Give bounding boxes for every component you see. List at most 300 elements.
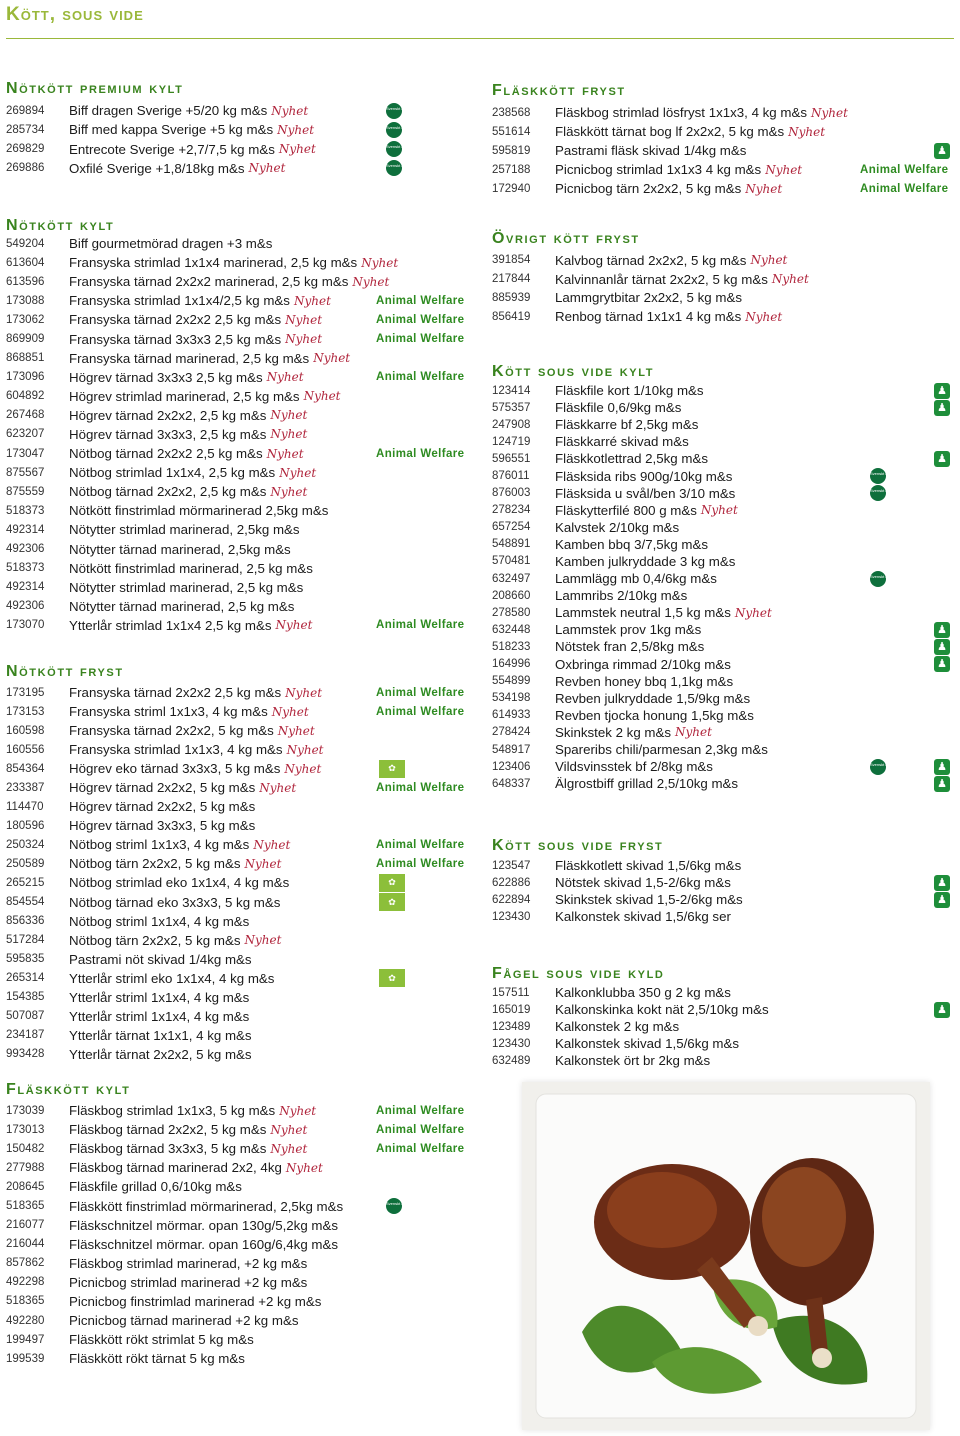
product-row — [492, 1035, 769, 1052]
product-description: Picnicbog strimlad 1x1x3 4 kg m&s — [555, 162, 762, 177]
product-description: Fläskkött finstrimlad mörmarinerad, 2,5kg m&s — [69, 1198, 344, 1214]
product-code: 173047 — [6, 447, 45, 460]
product-row — [6, 1330, 343, 1349]
svenskt-kott-badge-icon: Svenskt kött — [386, 1198, 402, 1214]
eu-organic-leaf-icon: ✿ — [379, 874, 405, 892]
nyhet-label: Nyhet — [279, 1103, 317, 1118]
product-code: 160556 — [6, 743, 45, 756]
product-row — [492, 450, 947, 467]
product-description: Lammribs 2/10kg m&s — [555, 588, 688, 604]
nyhet-label: Nyhet — [277, 122, 315, 137]
product-code: 391854 — [492, 254, 531, 267]
product-code: 492306 — [6, 600, 45, 613]
product-description: Lammstek neutral 1,5 kg m&s — [555, 605, 731, 621]
product-description: Ytterlår tärnat 2x2x2, 5 kg m&s — [69, 1046, 252, 1062]
product-code: 518373 — [6, 562, 45, 575]
product-row — [492, 984, 769, 1001]
product-code: 265314 — [6, 972, 45, 985]
product-description: Picnicbog finstrimlad marinerad +2 kg m&s — [69, 1293, 322, 1309]
product-code: 549204 — [6, 237, 45, 250]
product-code: 518365 — [6, 1295, 45, 1308]
product-description: Pastrami fläsk skivad 1/4kg m&s — [555, 143, 747, 158]
product-description: Högrev tärnad 3x3x3, 5 kg m&s — [69, 818, 256, 834]
product-description: Renbog tärnad 1x1x1 4 kg m&s — [555, 309, 742, 325]
product-description: Ytterlår striml eko 1x1x4, 4 kg m&s — [69, 970, 275, 986]
nyhet-label: Nyhet — [765, 162, 803, 177]
nyhet-label: Nyhet — [303, 389, 341, 404]
product-description: Fransyska striml 1x1x3, 4 kg m&s — [69, 704, 268, 720]
product-row — [6, 140, 408, 159]
product-description: Fläskbog tärnad marinerad 2x2, 4kg — [69, 1160, 282, 1176]
animal-welfare-label: Animal Welfare — [376, 838, 465, 851]
nyhet-label: Nyhet — [293, 293, 331, 308]
product-code: 857862 — [6, 1257, 45, 1270]
product-description: Nötkött finstrimlad mörmarinerad 2,5kg m&s — [69, 503, 329, 519]
product-row — [6, 1254, 343, 1273]
product-description: Fläskfile kort 1/10kg m&s — [555, 383, 704, 399]
product-description: Revben julkryddade 1,5/9kg m&s — [555, 690, 751, 706]
nyhet-label: Nyhet — [271, 704, 309, 719]
nyhet-label: Nyhet — [271, 103, 309, 118]
product-description: Lammstek prov 1kg m&s — [555, 622, 702, 638]
section-title-notkott-kylt: Nötkött kylt — [6, 217, 115, 234]
product-code: 518373 — [6, 504, 45, 517]
product-row — [6, 854, 465, 873]
product-description: Fläskkarre bf 2,5kg m&s — [555, 417, 699, 433]
product-code: 875559 — [6, 485, 45, 498]
product-row — [492, 570, 892, 587]
section-title-kott-sous-vide-fryst: Kött sous vide fryst — [492, 837, 664, 854]
product-code: 123414 — [492, 384, 531, 397]
product-description: Fläskbog strimlad lösfryst 1x1x3, 4 kg m&s — [555, 105, 807, 120]
nyhet-label: Nyhet — [734, 605, 772, 620]
product-code: 492280 — [6, 1314, 45, 1327]
product-description: Ytterlår tärnat 1x1x1, 4 kg m&s — [69, 1027, 252, 1043]
product-row — [492, 656, 947, 673]
section-title-notkott-fryst: Nötkött fryst — [6, 663, 124, 680]
product-code: 885939 — [492, 291, 531, 304]
product-code: 854554 — [6, 896, 45, 909]
product-code: 173096 — [6, 371, 45, 384]
product-description: Kalkonskinka kokt nät 2,5/10kg m&s — [555, 1002, 769, 1018]
product-code: 208645 — [6, 1180, 45, 1193]
product-code: 150482 — [6, 1142, 45, 1155]
product-description: Lammlägg mb 0,4/6kg m&s — [555, 571, 717, 587]
product-code: 869909 — [6, 333, 45, 346]
product-code: 208660 — [492, 589, 531, 602]
section-title-ovrigt-kott-fryst: Övrigt kött fryst — [492, 230, 640, 247]
product-row — [492, 502, 772, 519]
product-code: 199497 — [6, 1333, 45, 1346]
product-code: 123430 — [492, 1037, 531, 1050]
title-divider — [6, 38, 954, 39]
product-row — [6, 1007, 324, 1026]
product-code: 173153 — [6, 705, 45, 718]
product-code: 856419 — [492, 310, 531, 323]
product-description: Pastrami nöt skivad 1/4kg m&s — [69, 951, 252, 967]
product-row — [6, 988, 324, 1007]
product-code: 269829 — [6, 143, 45, 156]
product-row — [492, 758, 947, 775]
product-description: Fläskschnitzel mörmar. opan 160g/6,4kg m&s — [69, 1236, 339, 1252]
product-description: Fläskbog tärnad 2x2x2, 5 kg m&s — [69, 1122, 267, 1138]
product-row — [6, 444, 465, 463]
product-description: Fransyska tärnad 2x2x2 2,5 kg m&s — [69, 685, 282, 701]
product-row — [6, 1120, 465, 1139]
product-row — [492, 741, 772, 758]
product-description: Nötbog strimlad 1x1x4, 2,5 kg m&s — [69, 465, 276, 481]
product-code: 622886 — [492, 876, 531, 889]
product-description: Nötbog tärn 2x2x2, 5 kg m&s — [69, 856, 241, 872]
product-list — [6, 101, 408, 178]
product-description: Nötytter strimlad marinerad, 2,5kg m&s — [69, 522, 300, 538]
product-description: Revben tjocka honung 1,5kg m&s — [555, 707, 754, 723]
product-list — [6, 683, 465, 1064]
product-row — [6, 1235, 343, 1254]
product-code: 123430 — [492, 910, 531, 923]
product-code: 854364 — [6, 762, 45, 775]
product-description: Skinkstek 2 kg m&s — [555, 724, 672, 740]
product-description: Picnicbog tärn 2x2x2, 5 kg m&s — [555, 181, 742, 196]
pig-mark-icon: ♟ — [934, 892, 950, 908]
product-description: Entrecote Sverige +2,7/7,5 kg m&s — [69, 141, 275, 157]
nyhet-label: Nyhet — [286, 742, 324, 757]
product-code: 517284 — [6, 934, 45, 947]
product-row — [492, 908, 743, 925]
product-code: 875567 — [6, 466, 45, 479]
product-description: Spareribs chili/parmesan 2,3kg m&s — [555, 742, 768, 758]
section-title-fagel-sous-vide-kyld: Fågel sous vide kyld — [492, 965, 665, 982]
product-description: Kalvbog tärnad 2x2x2, 5 kg m&s — [555, 252, 747, 268]
nyhet-label: Nyhet — [270, 484, 308, 499]
product-description: Fransyska tärnad 2x2x2 2,5 kg m&s — [69, 312, 282, 328]
product-row — [6, 540, 398, 559]
product-description: Fransyska strimlad 1x1x3, 4 kg m&s — [69, 742, 283, 758]
svenskt-kott-badge-icon: Svenskt kött — [870, 759, 886, 775]
product-row — [6, 816, 324, 835]
section-title-notkott-premium-kylt: Nötkött premium kylt — [6, 80, 184, 97]
nyhet-label: Nyhet — [253, 837, 291, 852]
product-code: 234187 — [6, 1029, 45, 1042]
nyhet-label: Nyhet — [771, 272, 809, 287]
product-code: 269886 — [6, 162, 45, 175]
product-row — [6, 778, 465, 797]
product-description: Kalvinnanlår tärnat 2x2x2, 5 kg m&s — [555, 271, 768, 287]
product-code: 596551 — [492, 452, 531, 465]
product-list — [492, 382, 947, 792]
product-row — [492, 103, 848, 122]
product-row — [6, 912, 324, 931]
product-description: Nötkött finstrimlad marinerad, 2,5 kg m&s — [69, 560, 313, 576]
product-row — [6, 873, 396, 892]
product-code: 180596 — [6, 819, 45, 832]
product-description: Biff med kappa Sverige +5 kg m&s — [69, 122, 274, 138]
animal-welfare-label: Animal Welfare — [860, 182, 949, 195]
product-description: Ytterlår striml 1x1x4, 4 kg m&s — [69, 1008, 250, 1024]
product-description: Kamben bbq 3/7,5kg m&s — [555, 536, 709, 552]
product-row — [492, 179, 949, 198]
product-description: Nötbog strimlad eko 1x1x4, 4 kg m&s — [69, 875, 290, 891]
product-code: 614933 — [492, 709, 531, 722]
product-code: 164996 — [492, 658, 531, 671]
product-row — [492, 1001, 947, 1018]
product-description: Nötbog striml 1x1x4, 4 kg m&s — [69, 913, 250, 929]
product-row — [6, 329, 465, 348]
product-row — [6, 368, 465, 387]
nyhet-label: Nyhet — [285, 1160, 323, 1175]
product-description: Kalkonstek 2 kg m&s — [555, 1019, 680, 1035]
product-code: 269894 — [6, 104, 45, 117]
animal-welfare-label: Animal Welfare — [376, 686, 465, 699]
product-description: Biff gourmetmörad dragen +3 m&s — [69, 236, 273, 252]
product-row — [492, 270, 809, 289]
product-code: 622894 — [492, 893, 531, 906]
product-code: 518233 — [492, 640, 531, 653]
animal-welfare-label: Animal Welfare — [376, 447, 465, 460]
product-row — [492, 673, 772, 690]
product-row — [6, 1349, 343, 1368]
product-description: Fläskkött tärnat bog lf 2x2x2, 5 kg m&s — [555, 124, 785, 139]
product-row — [6, 683, 465, 702]
product-row — [6, 159, 408, 178]
product-row — [6, 702, 465, 721]
product-description: Vildsvinsstek bf 2/8kg m&s — [555, 759, 713, 775]
animal-welfare-label: Animal Welfare — [860, 163, 949, 176]
product-code: 575357 — [492, 401, 531, 414]
product-row — [492, 1052, 769, 1069]
product-row — [492, 160, 949, 179]
product-description: Ytterlår striml 1x1x4, 4 kg m&s — [69, 989, 250, 1005]
product-description: Kalvstek 2/10kg m&s — [555, 519, 680, 535]
product-row — [6, 969, 396, 988]
product-code: 114470 — [6, 800, 44, 813]
product-description: Fläskschnitzel mörmar. opan 130g/5,2kg m&s — [69, 1217, 339, 1233]
product-description: Fläskfile 0,6/9kg m&s — [555, 400, 682, 416]
product-row — [6, 797, 324, 816]
product-description: Biff dragen Sverige +5/20 kg m&s — [69, 103, 268, 119]
product-code: 856336 — [6, 915, 45, 928]
product-code: 154385 — [6, 991, 45, 1004]
svenskt-kott-badge-icon: Svenskt kött — [870, 485, 886, 501]
pig-mark-icon: ♟ — [934, 400, 950, 416]
product-list — [6, 234, 465, 635]
product-description: Kalkonklubba 350 g 2 kg m&s — [555, 985, 731, 1001]
product-code: 648337 — [492, 777, 531, 790]
product-description: Nötbog tärnad 2x2x2 2,5 kg m&s — [69, 446, 263, 462]
nyhet-label: Nyhet — [313, 351, 351, 366]
product-code: 173013 — [6, 1123, 45, 1136]
product-code: 548917 — [492, 743, 531, 756]
nyhet-label: Nyhet — [285, 685, 323, 700]
product-row — [492, 399, 947, 416]
product-row — [6, 835, 465, 854]
product-code: 216044 — [6, 1238, 45, 1251]
product-code: 554899 — [492, 675, 531, 688]
product-row — [492, 289, 809, 308]
product-code: 623207 — [6, 428, 45, 441]
eu-organic-leaf-icon: ✿ — [379, 760, 405, 778]
product-code: 278234 — [492, 504, 531, 517]
product-description: Fransyska tärnad 3x3x3 2,5 kg m&s — [69, 331, 282, 347]
product-row — [6, 597, 398, 616]
product-row — [6, 291, 465, 310]
product-row — [492, 251, 809, 270]
section-title-flaskkott-fryst: Fläskkött fryst — [492, 82, 626, 99]
animal-welfare-label: Animal Welfare — [376, 781, 465, 794]
product-description: Nötytter tärnad marinerad, 2,5 kg m&s — [69, 598, 295, 614]
product-row — [6, 1292, 343, 1311]
product-code: 632497 — [492, 572, 531, 585]
nyhet-label: Nyhet — [675, 725, 712, 740]
nyhet-label: Nyhet — [266, 446, 304, 461]
pig-mark-icon: ♟ — [934, 776, 950, 792]
product-row — [6, 463, 398, 482]
nyhet-label: Nyhet — [811, 105, 848, 120]
product-description: Lammgrytbitar 2x2x2, 5 kg m&s — [555, 290, 742, 306]
product-row — [6, 931, 324, 950]
product-code: 123489 — [492, 1020, 531, 1033]
product-code: 277988 — [6, 1161, 45, 1174]
product-description: Picnicbog tärnad marinerad +2 kg m&s — [69, 1313, 299, 1329]
product-row — [492, 724, 772, 741]
product-description: Fläskkotlettrad 2,5kg m&s — [555, 451, 708, 467]
product-code: 250589 — [6, 857, 45, 870]
product-row — [6, 616, 465, 635]
product-description: Oxfilé Sverige +1,8/18kg m&s — [69, 160, 245, 176]
eu-organic-leaf-icon: ✿ — [379, 969, 405, 987]
animal-welfare-label: Animal Welfare — [376, 1123, 465, 1136]
product-row — [6, 120, 408, 139]
product-row — [6, 520, 398, 539]
product-code: 632489 — [492, 1054, 531, 1067]
product-code: 876003 — [492, 487, 531, 500]
product-row — [492, 536, 772, 553]
animal-welfare-label: Animal Welfare — [376, 294, 465, 307]
product-code: 165019 — [492, 1003, 531, 1016]
product-description: Picnicbog strimlad marinerad +2 kg m&s — [69, 1274, 308, 1290]
product-code: 595819 — [492, 144, 531, 157]
pig-mark-icon: ♟ — [934, 759, 950, 775]
animal-welfare-label: Animal Welfare — [376, 1142, 465, 1155]
product-code: 868851 — [6, 352, 45, 365]
nyhet-label: Nyhet — [745, 181, 783, 196]
product-row — [6, 310, 465, 329]
svenskt-kott-badge-icon: Svenskt kött — [870, 571, 886, 587]
product-row — [492, 638, 947, 655]
nyhet-label: Nyhet — [270, 427, 308, 442]
product-code: 257188 — [492, 163, 531, 176]
product-code: 173039 — [6, 1104, 45, 1117]
product-list — [492, 984, 947, 1069]
product-row — [6, 740, 324, 759]
animal-welfare-label: Animal Welfare — [376, 313, 465, 326]
product-code: 570481 — [492, 555, 531, 568]
product-description: Revben honey bbq 1,1kg m&s — [555, 673, 734, 689]
pig-mark-icon: ♟ — [934, 1002, 950, 1018]
product-description: Fläskkött rökt strimlat 5 kg m&s — [69, 1332, 254, 1348]
product-row — [6, 759, 396, 778]
section-title-kott-sous-vide-kylt: Kött sous vide kylt — [492, 363, 655, 380]
product-code: 492314 — [6, 523, 45, 536]
product-description: Högrev tärnad 2x2x2, 5 kg m&s — [69, 780, 256, 796]
product-description: Högrev tärnad 2x2x2, 2,5 kg m&s — [69, 407, 267, 423]
product-row — [492, 707, 772, 724]
product-description: Nötytter tärnad marinerad, 2,5kg m&s — [69, 541, 291, 557]
product-description: Fläskytterfilé 800 g m&s — [555, 502, 697, 518]
product-row — [6, 578, 398, 597]
product-row — [492, 690, 772, 707]
product-row — [6, 1196, 408, 1215]
svenskt-kott-badge-icon: Svenskt kött — [386, 160, 402, 176]
product-description: Fläskbog strimlad marinerad, +2 kg m&s — [69, 1255, 308, 1271]
product-row — [6, 387, 398, 406]
product-row — [492, 621, 947, 638]
product-description: Kalkonstek skivad 1,5/6kg m&s — [555, 1036, 740, 1052]
product-description: Fransyska tärnad marinerad, 2,5 kg m&s — [69, 350, 310, 366]
product-row — [6, 893, 396, 912]
product-description: Fläskkarré skivad m&s — [555, 434, 689, 450]
product-description: Högrev tärnad 3x3x3 2,5 kg m&s — [69, 369, 263, 385]
nyhet-label: Nyhet — [285, 312, 323, 327]
nyhet-label: Nyhet — [750, 253, 788, 268]
product-description: Fransyska tärnad 2x2x2, 5 kg m&s — [69, 723, 274, 739]
animal-welfare-label: Animal Welfare — [376, 857, 465, 870]
product-description: Fläskkotlett skivad 1,5/6kg m&s — [555, 858, 742, 873]
product-description: Oxbringa rimmad 2/10kg m&s — [555, 656, 731, 672]
product-description: Kamben julkryddade 3 kg m&s — [555, 553, 736, 569]
product-code: 123406 — [492, 760, 531, 773]
nyhet-label: Nyhet — [745, 309, 783, 324]
product-row — [492, 775, 947, 792]
product-description: Fransyska tärnad 2x2x2 marinerad, 2,5 kg m&s — [69, 274, 349, 290]
product-row — [6, 349, 398, 368]
product-code: 492298 — [6, 1276, 45, 1289]
product-code: 518365 — [6, 1200, 45, 1213]
nyhet-label: Nyhet — [259, 780, 297, 795]
product-row — [492, 874, 947, 891]
product-row — [6, 559, 398, 578]
pig-mark-icon: ♟ — [934, 451, 950, 467]
nyhet-label: Nyhet — [275, 618, 313, 633]
product-description: Kalkonstek ört br 2kg m&s — [555, 1053, 711, 1069]
product-code: 613596 — [6, 275, 45, 288]
product-row — [492, 587, 772, 604]
svenskt-kott-badge-icon: Svenskt kött — [386, 122, 402, 138]
product-row — [6, 1158, 343, 1177]
animal-welfare-label: Animal Welfare — [376, 371, 465, 384]
product-code: 233387 — [6, 781, 45, 794]
product-code: 173070 — [6, 619, 45, 632]
product-code: 657254 — [492, 521, 531, 534]
product-code: 173195 — [6, 686, 45, 699]
product-description: Fläskbog strimlad 1x1x3, 5 kg m&s — [69, 1103, 276, 1119]
product-row — [6, 1026, 324, 1045]
product-description: Nötytter strimlad marinerad, 2,5 kg m&s — [69, 579, 304, 595]
nyhet-label: Nyhet — [788, 124, 826, 139]
product-code: 123547 — [492, 859, 531, 872]
product-code: 285734 — [6, 123, 45, 136]
page-title: Kött, sous vide — [6, 4, 144, 25]
product-row — [492, 307, 809, 326]
svenskt-kott-badge-icon: Svenskt kött — [870, 468, 886, 484]
product-description: Kalkonstek skivad 1,5/6kg ser — [555, 909, 731, 924]
nyhet-label: Nyhet — [352, 274, 390, 289]
product-row — [6, 501, 398, 520]
product-row — [492, 433, 772, 450]
product-code: 157511 — [492, 986, 530, 999]
product-code: 604892 — [6, 390, 45, 403]
product-description: Högrev tärnad 2x2x2, 5 kg m&s — [69, 799, 256, 815]
